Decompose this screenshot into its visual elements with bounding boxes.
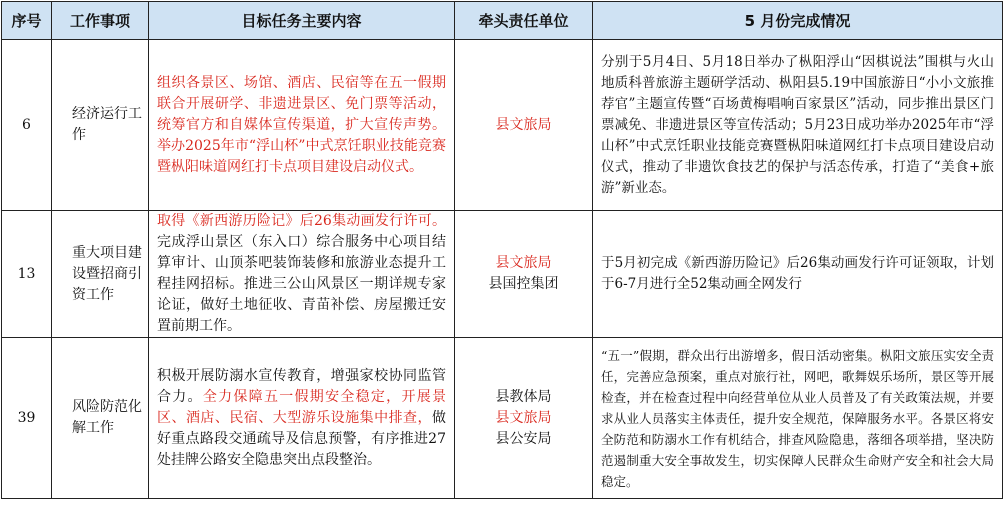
row-status: 分别于5月4日、5月18日举办了枞阳浮山“因棋说法”围棋与火山地质科普旅游主题研学活动、枞阳县5.19中国旅游日“小小文旅推荐官”主题宣传暨“百场黄梅唱响百家景区”活动，同步推出景区门票减免、非遗进景区等宣传活动；5月23日成功举办2025年市“浮山杯”中式烹饪职业技能竞赛暨枞阳味道网红打卡点项目建设启动仪式，推动了非遗饮食技艺的保护与活态传承，打造了“美食+旅游”新业态。 [593, 40, 1003, 211]
content-highlight: 取得《新西游历险记》后26集动画发行许可。 [157, 213, 446, 229]
row-content [149, 40, 455, 211]
header-item: 工作事项 [52, 2, 149, 40]
row-num: 13 [2, 211, 52, 338]
table-row [2, 338, 1003, 499]
row-num: 6 [2, 40, 52, 211]
row-item: 风险防范化解工作 [52, 338, 149, 499]
content-highlight: 组织各景区、场馆、酒店、民宿等在五一假期联合开展研学、非遗进景区、免门票等活动，统筹官方和自媒体宣传渠道，扩大宣传声势。举办2025年市“浮山杯”中式烹饪职业技能竞赛暨枞阳味道网红打卡点项目建设启动仪式。 [157, 74, 446, 175]
task-table [1, 1, 1003, 499]
row-content [149, 211, 455, 338]
row-unit [455, 40, 593, 211]
content-text: 积极开展防溺水宣传教育，增强家校协同监管合力。 [157, 367, 446, 405]
table-header-row [2, 2, 1003, 40]
row-num: 39 [2, 338, 52, 499]
content-text: 做好重点路段交通疏导及信息预警，有序推进27处挂牌公路安全隐患突出点段整治。 [157, 409, 446, 468]
unit-name: 县教体局 [495, 388, 552, 405]
table-row [2, 40, 1003, 211]
row-item: 经济运行工作 [52, 40, 149, 211]
row-status: 于5月初完成《新西游历险记》后26集动画发行许可证领取，计划于6-7月进行全52集动画全网发行 [593, 211, 1003, 338]
table-row [2, 211, 1003, 338]
unit-name: 县文旅局 [495, 409, 552, 426]
unit-name: 县文旅局 [495, 255, 552, 271]
header-status: 5 月份完成情况 [593, 2, 1003, 40]
content-text: 完成浮山景区（东入口）综合服务中心项目结算审计、山顶茶吧装饰装修和旅游业态提升工程挂网招标。推进三公山风景区一期详规专家论证，做好土地征收、青苗补偿、房屋搬迁安置前期工作。 [157, 234, 446, 334]
unit-name: 县文旅局 [495, 116, 552, 133]
header-num: 序号 [2, 2, 52, 40]
header-content: 目标任务主要内容 [149, 2, 455, 40]
row-unit [455, 338, 593, 499]
unit-name: 县公安局 [495, 430, 552, 447]
row-status: “五一”假期，群众出行出游增多，假日活动密集。枞阳文旅压实安全责任，完善应急预案，重点对旅行社，网吧，歌舞娱乐场所，景区等开展检查，并在检查过程中向经营单位从业人员普及了有关政策法规，并要求从业人员落实主体责任，提升安全规范，保障服务水平。各景区将安全防范和防溺水工作有机结合，排查风险隐患，落细各项举措，坚决防范遏制重大安全事故发生，切实保障人民群众生命财产安全和社会大局稳定。 [593, 338, 1003, 499]
content-highlight: 全力保障五一假期安全稳定，开展景区、酒店、民宿、大型游乐设施集中排查， [157, 388, 447, 426]
row-content [149, 338, 455, 499]
unit-name: 县国控集团 [488, 276, 559, 292]
header-unit: 牵头责任单位 [455, 2, 593, 40]
row-item: 重大项目建设暨招商引资工作 [52, 211, 149, 338]
row-unit [455, 211, 593, 338]
